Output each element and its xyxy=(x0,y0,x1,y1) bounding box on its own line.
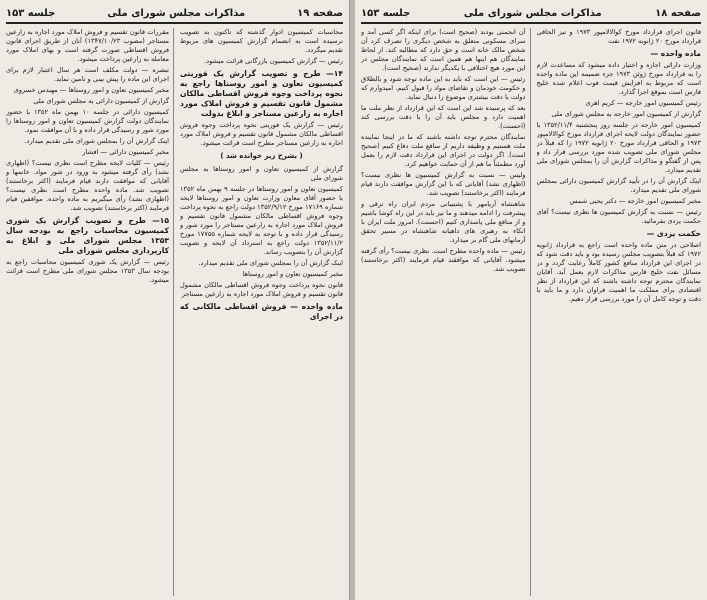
paragraph: نمایندگان محترم توجه داشته باشند که ما در اینجا نماینده ملت هستیم و وظیفه داریم از منافع ملت دفاع کنیم (صحیح است). اگر دولت در اجرای این قرارداد دقت لازم را بعمل آورد مطمئناً ما هم از آن حمایت خواهیم کرد. xyxy=(361,133,526,168)
paragraph: گزارش از کمیسیون تعاون و امور روستاها به مجلس شورای ملی xyxy=(180,165,343,182)
paragraph: آن انجمنی بودند (صحیح است) برای اینکه اگر کسی آمد و سرای مسکونی متعلق به شخص دیگری را تصرف کرد آن شخص مالک خانه است و حق دارد که مطالبه کند. از لحاظ نمایندگان هم اینها هم همین است که نمایندگان مجلس در این مورد هیچ اختلافی با یکدیگر ندارند (صحیح است). xyxy=(361,28,526,72)
paragraph: رئیس — ماده واحده مطرح است. نظری نیست؟ رأی گرفته میشود. آقایانی که موافقند قیام فرمایند (اکثر برخاستند) تصویب شد. xyxy=(361,247,526,273)
section-heading: ماده واحده — xyxy=(650,49,701,58)
paragraph: رئیس — گزارش یک فوریتی نحوه پرداخت وجوه فروش اقساطی مالکان مشمول قانون تقسیم و فروش املاک مورد اجاره به زارعین مستاجر مطرح است قرائت میشود. xyxy=(180,121,343,147)
right-page-number: صفحه ۱۸ xyxy=(655,7,701,19)
paragraph: اینک گزارش آن را بمجلس شورای ملی تقدیم میدارد. xyxy=(198,259,343,267)
right-page-columns xyxy=(361,28,701,596)
paragraph: قانون نحوه پرداخت وجوه فروش اقساطی مالکان مشمول قانون تقسیم و فروش املاک مورد اجاره به زارعین مستاجر xyxy=(180,281,343,298)
left-page-header xyxy=(6,4,343,24)
section-heading: ۱۵— طرح و تصویب گزارش یک شوری کمیسیون محاسبات راجع به بودجه سال ۱۳۵۳ مجلس شورای ملی و ابلاغ به کارپردازی مجلس شورای ملی xyxy=(6,216,169,255)
left-page-session: جلسه ۱۵۳ xyxy=(6,7,56,19)
paragraph: کمیسیون دارائی در جلسه ۱۰ بهمن ماه ۱۳۵۲ با حضور نمایندگان دولت گزارش کمیسیون تعاون و امور روستاها را مورد شور و رسیدگی قرار داده و با آن موافقت نمود. xyxy=(6,108,169,134)
paragraph: بعد که پرسیده شد این است که این قرارداد از نظر ملت ما اهمیت دارد و مجلس باید آن را با دقت بررسی کند (احسنت). xyxy=(361,104,526,130)
right-page-title: مذاکرات مجلس شورای ملی xyxy=(463,7,602,19)
paragraph: رئیس — گزارش کمیسیون بازرگانی قرائت میشود. xyxy=(204,57,343,65)
paragraph: تبصره — دولت مکلف است هر سال اعتبار لازم برای اجرای این ماده را پیش بینی و تامین نماید. xyxy=(6,66,169,83)
left-page-column-left xyxy=(6,28,174,596)
paragraph: رئیس — کلیات لایحه مطرح است نظری نیست؟ (اظهاری نشد) رأی گرفته میشود به ورود در شور مواد. خانمها و آقایانی که موافقت دارند قیام فرمایند (اکثر برخاستند) تصویب شد. ماده واحده مطرح است نظری نیست؟ (اظهاری نشد) رأی میگیریم به ماده واحده. موافقین قیام فرمایند (اکثر برخاستند) تصویب شد. xyxy=(6,159,169,212)
paragraph: گزارش از کمیسیون امور خارجه به مجلس شورای ملی xyxy=(551,110,701,118)
section-heading: ماده واحده — فروش اقساطی مالکانی که در اجرای xyxy=(180,302,343,321)
right-page xyxy=(355,0,707,600)
paragraph: رئیس — نسبت به گزارش کمیسیون ها نظری نیست؟ آقای حکمت یزدی بفرمائید. xyxy=(536,208,701,225)
paragraph: مقررات قانون تقسیم و فروش املاک مورد اجاره به زارعین مستاجر (مصوب ۱۳۴۷/۱۰/۲۳) آنان از طریق اجرای قانون فروش اقساطی صورت گرفته است و بهای املاک مورد معامله به زارعین پرداخت میشود. xyxy=(6,28,169,63)
paragraph: کمیسیون امور خارجه در جلسه روز پنجشنبه ۱۳۵۲/۱۱/۴ با حضور نمایندگان دولت لایحه اجرای قرارداد مورخ کوالالامپور ۱۹۷۳ و الحاقی قرارداد مورخ ۲۰ ژانویه ۱۹۷۲ را که قبلاً در مجلس شورای ملی تصویب شده مورد بررسی قرار داد و پس از گفتگو و مذاکرات گزارش آن را بمجلس شورای ملی تقدیم میدارد. xyxy=(536,121,701,174)
paragraph: رئیس کمیسیون امور خارجه — کریم اهری xyxy=(585,99,701,107)
paragraph: اینک گزارش آن را در تأیید گزارش کمیسیون دارائی بمجلس شورای ملی تقدیم میدارد. xyxy=(536,177,701,194)
paragraph: محاسبات کمیسیون ادوار گذشته که تاکنون به تصویب نرسیده است به انضمام گزارش کمیسیون های مربوط تقدیم میگردد. xyxy=(180,28,343,54)
paragraph: ( بشرح زیر خوانده شد ) xyxy=(220,152,303,160)
paragraph: کمیسیون تعاون و امور روستاها در جلسه ۹ بهمن ماه ۱۳۵۲ با حضور آقای معاون وزارت تعاون و امور روستاها لایحه شماره ۱۷۱۶۹ مورخ ۱۳۵۲/۹/۱۲ دولت راجع به نحوه پرداخت وجوه فروش اقساطی مالکان مشمول قانون تقسیم و فروش املاک مورد اجاره به زارعین مستاجر را مورد شور و رسیدگی قرار داده و با توجه به لایحه شماره ۱۷۷۵۵ مورخ ۱۳۵۲/۱۱/۲ دولت راجع به استرداد آن لایحه و تصویب گزارش آن را بتصویب رساند. xyxy=(180,185,343,256)
left-page-number: صفحه ۱۹ xyxy=(297,7,343,19)
left-page-title: مذاکرات مجلس شورای ملی xyxy=(107,7,246,19)
paragraph: ولیس — نسبت به گزارش کمیسیون ها نظری نیست؟ (اظهاری نشد) آقایانی که با این گزارش موافقت دارند قیام فرمایند (اکثر برخاستند) تصویب شد. xyxy=(361,171,526,197)
paragraph: مخبر کمیسیون امور خارجه — دکتر یحیی شمس xyxy=(569,197,701,205)
paragraph: مخبر کمیسیون دارائی — افشار xyxy=(82,148,169,156)
section-heading: حکمت یزدی — xyxy=(646,229,701,238)
paragraph: اینک گزارش آن را بمجلس شورای ملی تقدیم میدارد. xyxy=(24,137,169,145)
paragraph: رئیس — این است که باید به این ماده توجه شود و بالطلاق و حکومت خودمان و تقاضای مواد را قبول کنیم. امیدوارم که دولت با دقت بیشتری موضوع را دنبال نماید. xyxy=(361,75,526,101)
paragraph: رئیس — گزارش یک شوری کمیسیون محاسبات راجع به بودجه سال ۱۳۵۳ مجلس شورای ملی مطرح است قرائت میشود. xyxy=(6,258,169,284)
left-page-column-right xyxy=(180,28,343,596)
paragraph: قانون اجرای قرارداد مورخ کوالالامپور ۱۹۷۳ و نیز الحاقی قرارداد مورخ ۲۰ ژانویه ۱۹۷۲ نفت xyxy=(536,28,701,45)
paragraph: مخبر کمیسیون تعاون و امور روستاها — مهندس خسروی xyxy=(13,86,169,94)
paragraph: وزارت دارائی اجازه و اختیار داده میشود که مساعدت لازم را به قرارداد مورخ ژوئن ۱۹۷۳ جزء ضمیمه این ماده واحده است که مربوط به افزایش قیمت فوب اعلام شده خلیج فارس است بموقع اجرا گذارد. xyxy=(536,61,701,96)
right-page-column-right xyxy=(537,28,702,596)
right-page-header xyxy=(361,4,701,24)
paragraph: اصلاحی در متن ماده واحده است راجع به قرارداد ژانویه ۱۹۷۲ که قبلاً بتصویب مجلس رسیده بود و باید دقت شود که در اجرای این قرارداد منافع کشور کاملاً رعایت گردد و در مسائل نفت خلیج فارس مذاکرات لازم بعمل آید. آقایان نمایندگان محترم توجه داشته باشند که این قرارداد از نظر اقتصادی برای مملکت ما اهمیت فراوان دارد و ما باید با دقت و توجه کامل آن را مورد بررسی قرار دهیم. xyxy=(536,241,701,303)
paragraph: مخبر کمیسیون تعاون و امور روستاها xyxy=(242,270,343,278)
paragraph: شاهنشاه آریامهر با پشتیبانی مردم ایران راه ترقی و پیشرفت را ادامه میدهند و ما نیز باید در این راه کوشا باشیم و از منافع ملی پاسداری کنیم (احسنت). امروز ملت ایران با اتکاء به رهبری های داهیانه شاهنشاه در مسیر تحقق آرمانهای ملی گام بر میدارد. xyxy=(361,200,526,244)
right-page-session: جلسه ۱۵۳ xyxy=(361,7,411,19)
left-page xyxy=(0,0,350,600)
left-page-columns xyxy=(6,28,343,596)
paragraph: گزارش از کمیسیون دارائی به مجلس شورای ملی xyxy=(33,97,169,105)
section-heading: ۱۴— طرح و تصویب گزارش یک فوریتی کمیسیون تعاون و امور روستاها راجع به نحوه پرداخت وجوه فروش اقساطی مالکان مشمول قانون تقسیم و فروش املاک مورد اجاره به زارعین مستاجر و ابلاغ بدولت xyxy=(180,69,343,118)
right-page-column-left xyxy=(361,28,531,596)
